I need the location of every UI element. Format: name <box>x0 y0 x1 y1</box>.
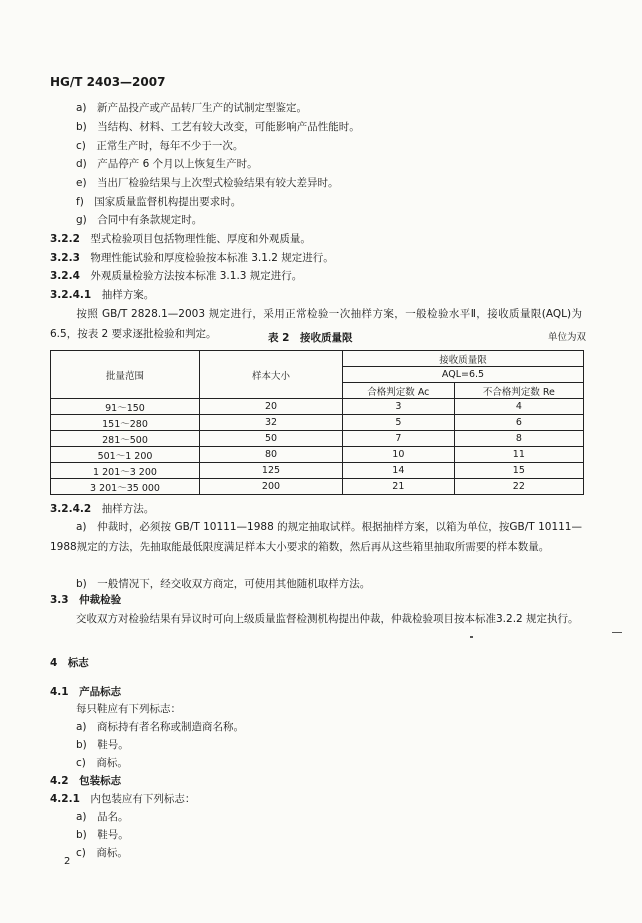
table-row <box>51 479 584 495</box>
clause-4-2-1: 4.2.1 内包装应有下列标志： <box>50 793 196 805</box>
cell-n: 32 <box>200 415 343 431</box>
table-row <box>51 447 584 463</box>
list-item-b: b) 当结构、材料、工艺有较大改变，可能影响产品性能时。 <box>76 121 360 133</box>
standard-header: HG/T 2403—2007 <box>50 75 166 89</box>
page-number: 2 <box>64 856 71 867</box>
paragraph-arbitration-sampling: a) 仲裁时，必须按 GB/T 10111—1988 的规定抽取试样。根据抽样方案，以箱为单位，按GB/T 10111—1988规定的方法，先抽取能最低限度满足样本大小要求的箱数，然后再从这些箱里抽取所需要的样本数量。 <box>50 521 582 553</box>
list41-item-c: c) 商标。 <box>76 757 128 769</box>
header-aql-group: 接收质量限 <box>343 351 584 367</box>
scan-speck <box>470 636 473 638</box>
scan-speck <box>612 632 622 633</box>
cell-n: 50 <box>200 431 343 447</box>
list421-item-b: b) 鞋号。 <box>76 829 129 841</box>
cell-ac: 21 <box>343 479 455 495</box>
clause-3-2-4-2: 3.2.4.2 抽样方法。 <box>50 503 155 515</box>
list421-item-a: a) 品名。 <box>76 811 129 823</box>
section-4-2: 4.2 包装标志 <box>50 775 122 787</box>
header-aql-value: AQL=6.5 <box>343 367 584 383</box>
clause-3-2-4-1: 3.2.4.1 抽样方案。 <box>50 289 155 301</box>
cell-batch: 151～280 <box>51 415 200 431</box>
cell-re: 22 <box>454 479 583 495</box>
cell-re: 8 <box>454 431 583 447</box>
section-4: 4 标志 <box>50 657 89 669</box>
header-re: 不合格判定数 Re <box>454 383 583 399</box>
list-item-d: d) 产品停产 6 个月以上恢复生产时。 <box>76 158 258 170</box>
cell-re: 4 <box>454 399 583 415</box>
paragraph-4-1: 每只鞋应有下列标志： <box>76 703 181 715</box>
header-sample-size: 样本大小 <box>200 351 343 399</box>
cell-re: 11 <box>454 447 583 463</box>
table-row <box>51 463 584 479</box>
cell-batch: 1 201～3 200 <box>51 463 200 479</box>
list41-item-b: b) 鞋号。 <box>76 739 129 751</box>
cell-n: 80 <box>200 447 343 463</box>
list-item-c: c) 正常生产时，每年不少于一次。 <box>76 140 244 152</box>
section-4-1: 4.1 产品标志 <box>50 686 122 698</box>
cell-batch: 501～1 200 <box>51 447 200 463</box>
table-row <box>51 431 584 447</box>
acceptance-quality-table <box>50 350 584 495</box>
cell-n: 200 <box>200 479 343 495</box>
cell-ac: 3 <box>343 399 455 415</box>
cell-batch: 91～150 <box>51 399 200 415</box>
header-ac: 合格判定数 Ac <box>343 383 455 399</box>
cell-ac: 7 <box>343 431 455 447</box>
clause-3-2-4: 3.2.4 外观质量检验方法按本标准 3.1.3 规定进行。 <box>50 270 303 282</box>
cell-batch: 3 201～35 000 <box>51 479 200 495</box>
list-item-a: a) 新产品投产或产品转厂生产的试制定型鉴定。 <box>76 102 308 114</box>
table-caption: 表 2 接收质量限 <box>268 332 353 344</box>
table-row <box>51 399 584 415</box>
cell-n: 125 <box>200 463 343 479</box>
cell-batch: 281～500 <box>51 431 200 447</box>
sampling-paragraph: 按照 GB/T 2828.1—2003 规定进行，采用正常检验一次抽样方案，一般检验水平Ⅱ，接收质量限(AQL)为 6.5，按表 2 要求逐批检验和判定。 <box>50 308 582 340</box>
list41-item-a: a) 商标持有者名称或制造商名称。 <box>76 721 245 733</box>
list-item-f: f) 国家质量监督机构提出要求时。 <box>76 196 242 208</box>
table-unit: 单位为双 <box>548 332 587 343</box>
list-item-e: e) 当出厂检验结果与上次型式检验结果有较大差异时。 <box>76 177 339 189</box>
paragraph-general-sampling: b) 一般情况下，经交收双方商定，可使用其他随机取样方法。 <box>76 578 371 590</box>
clause-3-2-3: 3.2.3 物理性能试验和厚度检验按本标准 3.1.2 规定进行。 <box>50 252 334 264</box>
cell-ac: 10 <box>343 447 455 463</box>
cell-ac: 14 <box>343 463 455 479</box>
cell-ac: 5 <box>343 415 455 431</box>
clause-3-3: 3.3 仲裁检验 <box>50 594 122 606</box>
table-row <box>51 415 584 431</box>
cell-n: 20 <box>200 399 343 415</box>
list421-item-c: c) 商标。 <box>76 847 128 859</box>
cell-re: 15 <box>454 463 583 479</box>
clause-3-2-2: 3.2.2 型式检验项目包括物理性能、厚度和外观质量。 <box>50 233 311 245</box>
cell-re: 6 <box>454 415 583 431</box>
header-batch-range: 批量范围 <box>51 351 200 399</box>
list-item-g: g) 合同中有条款规定时。 <box>76 214 203 226</box>
paragraph-arbitration: 交收双方对检验结果有异议时可向上级质量监督检测机构提出仲裁，仲裁检验项目按本标准3.2.2 规定执行。 <box>76 613 579 625</box>
